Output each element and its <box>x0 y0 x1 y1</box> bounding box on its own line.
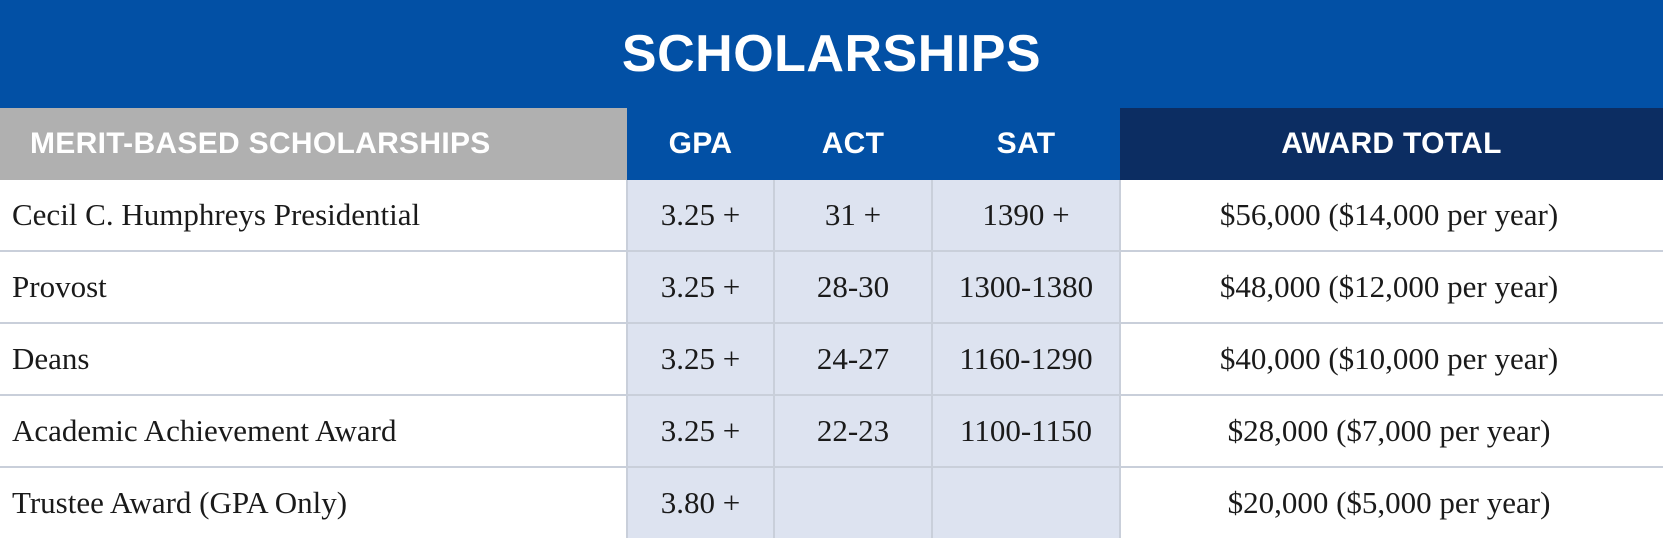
cell-award-total: $20,000 ($5,000 per year) <box>1120 467 1663 538</box>
cell-gpa: 3.25 + <box>627 180 774 251</box>
scholarships-table <box>0 108 1663 538</box>
cell-scholarship-name: Academic Achievement Award <box>0 395 627 467</box>
header-row <box>0 108 1663 180</box>
cell-sat: 1300-1380 <box>932 251 1120 323</box>
cell-scholarship-name: Provost <box>0 251 627 323</box>
cell-award-total: $56,000 ($14,000 per year) <box>1120 180 1663 251</box>
table-row <box>0 395 1663 467</box>
banner <box>0 0 1663 108</box>
cell-act <box>774 467 932 538</box>
cell-scholarship-name: Trustee Award (GPA Only) <box>0 467 627 538</box>
table-body <box>0 180 1663 538</box>
cell-sat: 1390 + <box>932 180 1120 251</box>
cell-award-total: $48,000 ($12,000 per year) <box>1120 251 1663 323</box>
cell-gpa: 3.80 + <box>627 467 774 538</box>
cell-award-total: $40,000 ($10,000 per year) <box>1120 323 1663 395</box>
page-title: SCHOLARSHIPS <box>621 25 1042 83</box>
cell-award-total: $28,000 ($7,000 per year) <box>1120 395 1663 467</box>
cell-act: 24-27 <box>774 323 932 395</box>
cell-gpa: 3.25 + <box>627 323 774 395</box>
cell-act: 28-30 <box>774 251 932 323</box>
table-row <box>0 323 1663 395</box>
cell-scholarship-name: Cecil C. Humphreys Presidential <box>0 180 627 251</box>
cell-sat <box>932 467 1120 538</box>
table-header <box>0 108 1663 180</box>
cell-act: 22-23 <box>774 395 932 467</box>
column-header-scholarship: MERIT-BASED SCHOLARSHIPS <box>0 108 627 180</box>
cell-gpa: 3.25 + <box>627 251 774 323</box>
table-row <box>0 180 1663 251</box>
cell-act: 31 + <box>774 180 932 251</box>
table-row <box>0 251 1663 323</box>
column-header-act: ACT <box>774 108 932 180</box>
cell-scholarship-name: Deans <box>0 323 627 395</box>
cell-gpa: 3.25 + <box>627 395 774 467</box>
column-header-sat: SAT <box>932 108 1120 180</box>
cell-sat: 1160-1290 <box>932 323 1120 395</box>
column-header-gpa: GPA <box>627 108 774 180</box>
cell-sat: 1100-1150 <box>932 395 1120 467</box>
column-header-award-total: AWARD TOTAL <box>1120 108 1663 180</box>
table-row <box>0 467 1663 538</box>
